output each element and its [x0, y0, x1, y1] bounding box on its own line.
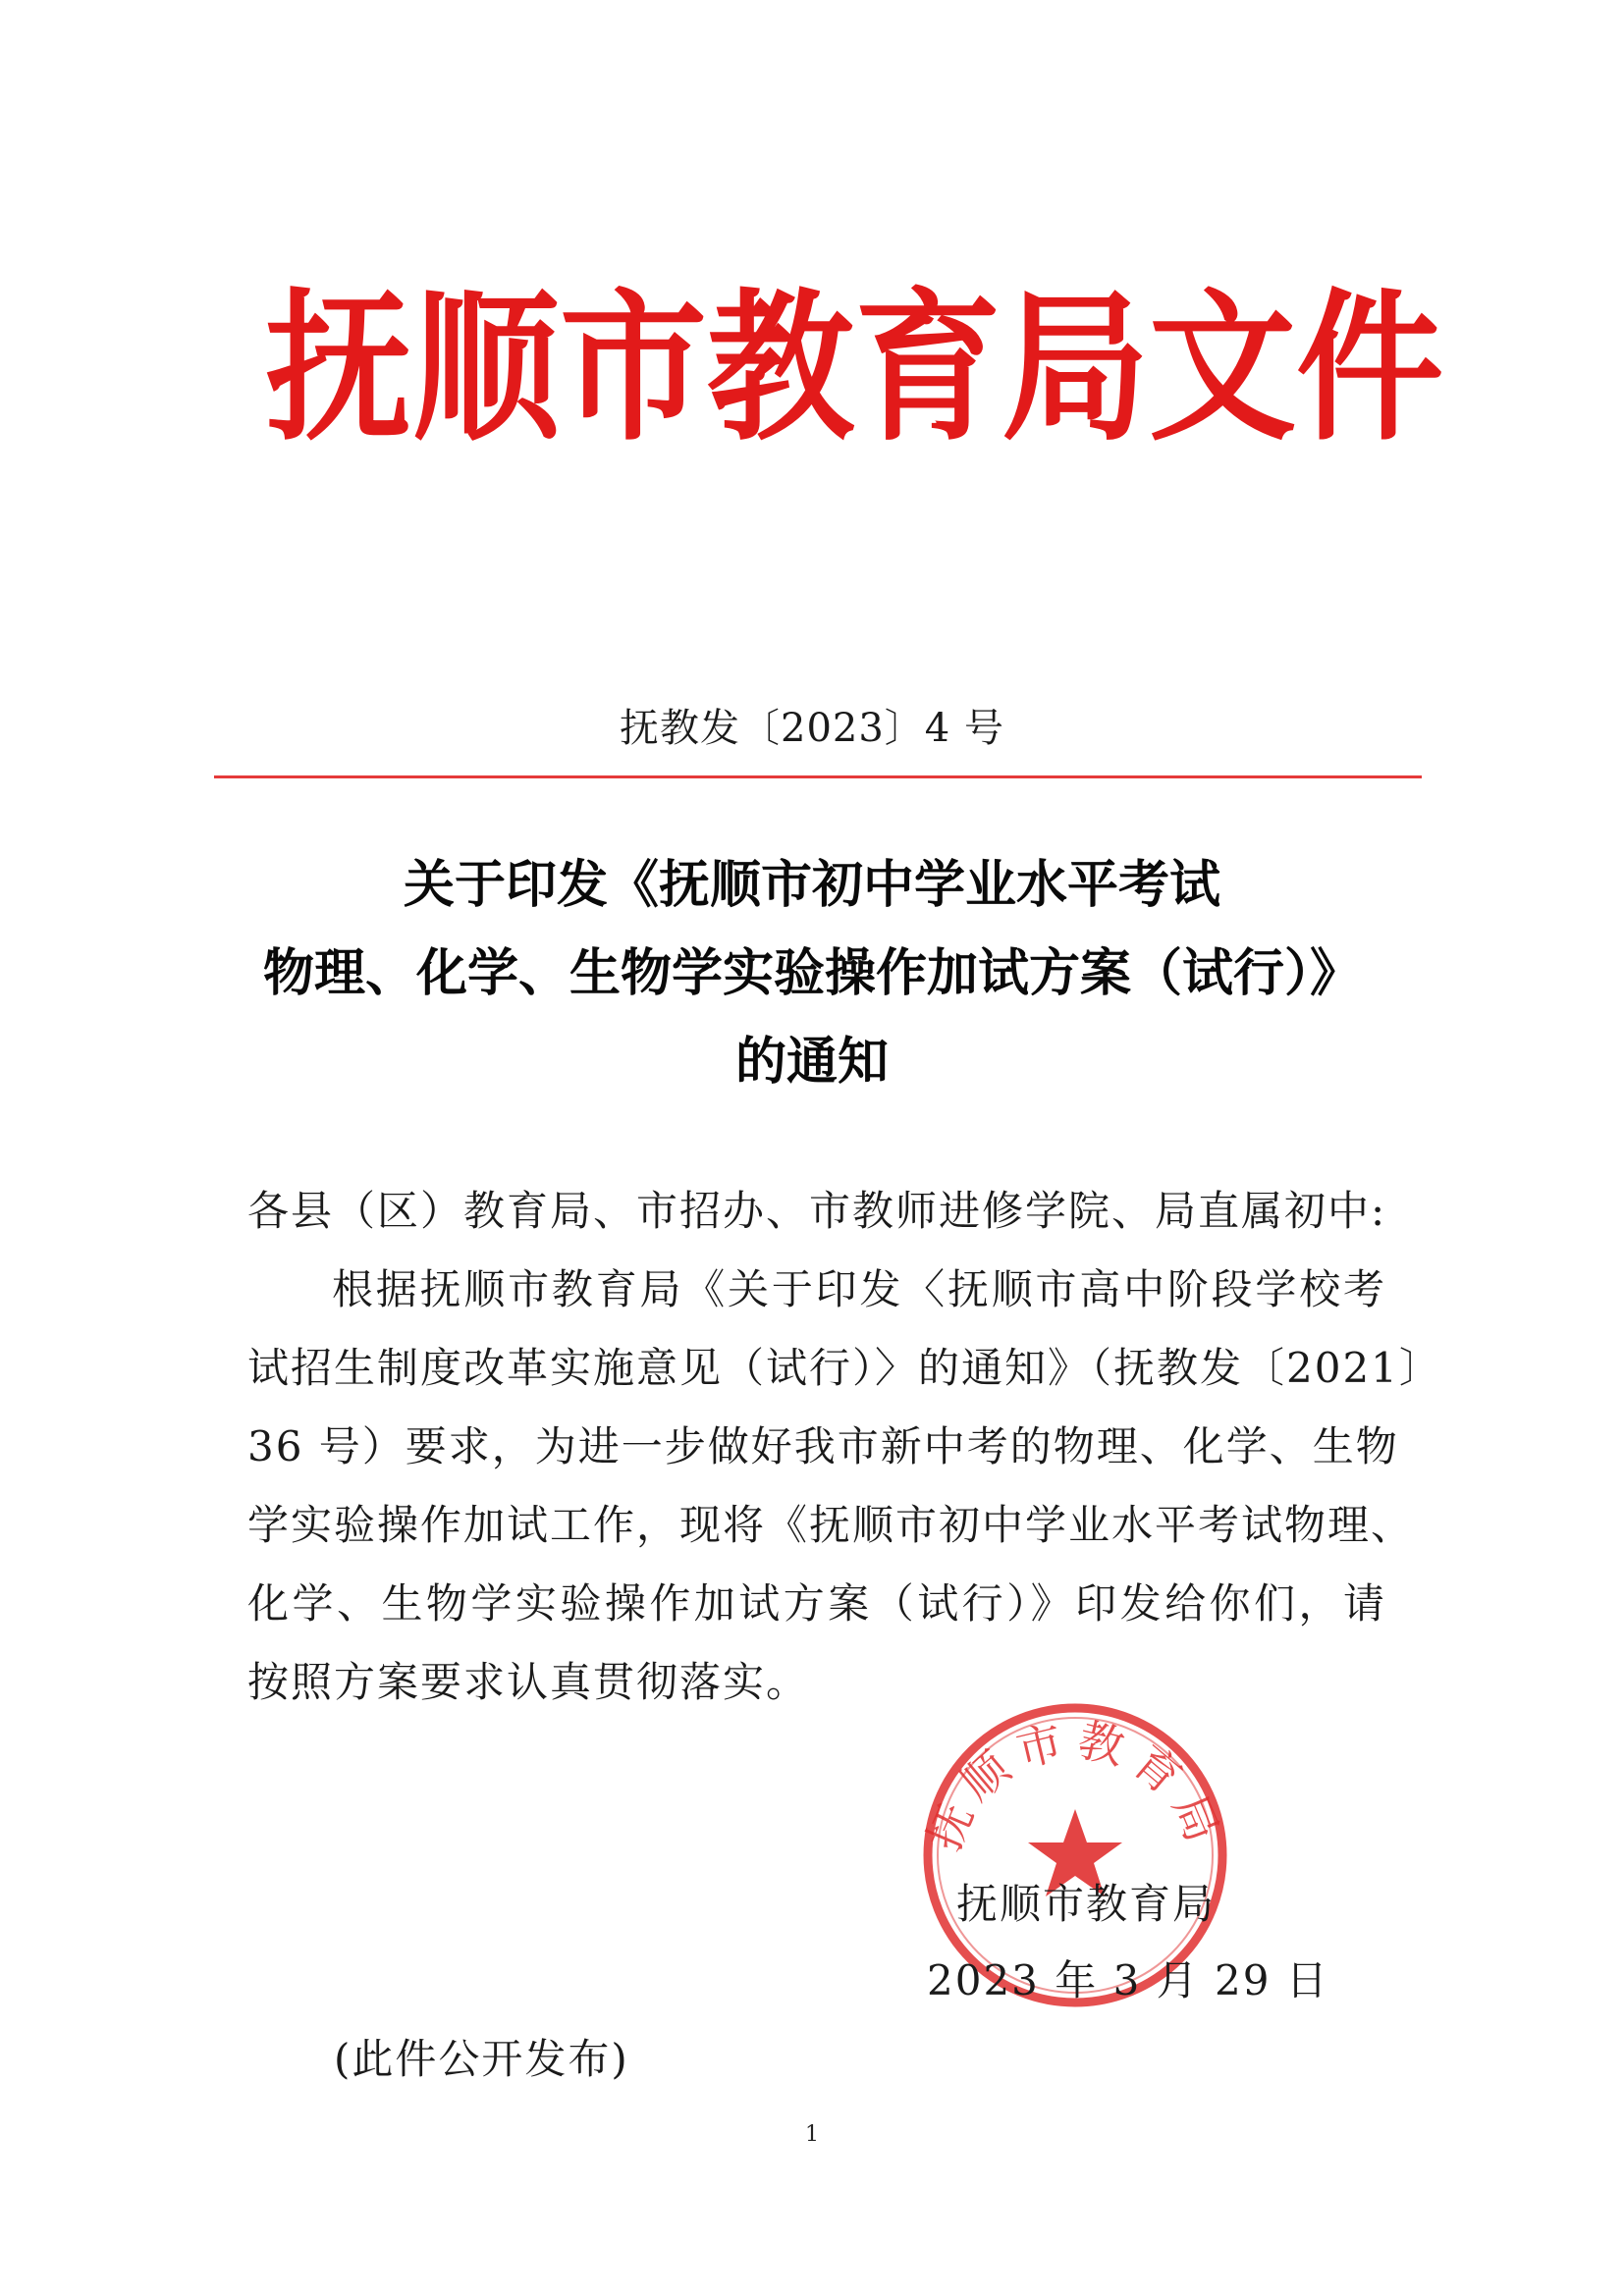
- document-number: 抚教发〔2023〕4 号: [620, 706, 1004, 751]
- paragraph-line: 按照方案要求认真贯彻落实。: [247, 1658, 810, 1706]
- page-number: 1: [805, 2122, 819, 2147]
- paragraph-line: 化学、生物学实验操作加试方案（试行）》印发给你们，请: [247, 1579, 1386, 1628]
- paragraph-line: 学实验操作加试工作，现将《抚顺市初中学业水平考试物理、: [247, 1501, 1415, 1549]
- public-release-note: (此件公开发布): [334, 2035, 629, 2083]
- masthead-char: 文: [1149, 273, 1297, 463]
- masthead-char: 抚: [265, 273, 413, 463]
- svg-text:抚顺市教育局: 抚顺市教育局: [917, 1712, 1233, 1858]
- signing-organization: 抚顺市教育局: [956, 1880, 1217, 1928]
- masthead: [265, 273, 1444, 463]
- masthead-char: 育: [854, 273, 1002, 463]
- document-title-line-2: 物理、化学、生物学实验操作加试方案（试行）》: [262, 943, 1361, 1003]
- masthead-char: 局: [1001, 273, 1150, 463]
- masthead-char: 件: [1296, 273, 1444, 463]
- paragraph-line: 根据抚顺市教育局《关于印发〈抚顺市高中阶段学校考: [332, 1265, 1386, 1313]
- masthead-char: 顺: [412, 273, 561, 463]
- paragraph-line: 36 号）要求，为进一步做好我市新中考的物理、化学、生物: [247, 1422, 1399, 1470]
- document-title-line-3: 的通知: [734, 1032, 889, 1092]
- salutation: 各县（区）教育局、市招办、市教师进修学院、局直属初中:: [247, 1187, 1387, 1235]
- paragraph-line: 试招生制度改革实施意见（试行）〉的通知》（抚教发〔2021〕: [247, 1344, 1442, 1392]
- red-divider-line: [214, 775, 1422, 778]
- signing-date: 2023 年 3 月 29 日: [927, 1956, 1329, 2004]
- document-title-line-1: 关于印发《抚顺市初中学业水平考试: [403, 855, 1220, 915]
- masthead-char: 教: [707, 273, 855, 463]
- masthead-char: 市: [560, 273, 708, 463]
